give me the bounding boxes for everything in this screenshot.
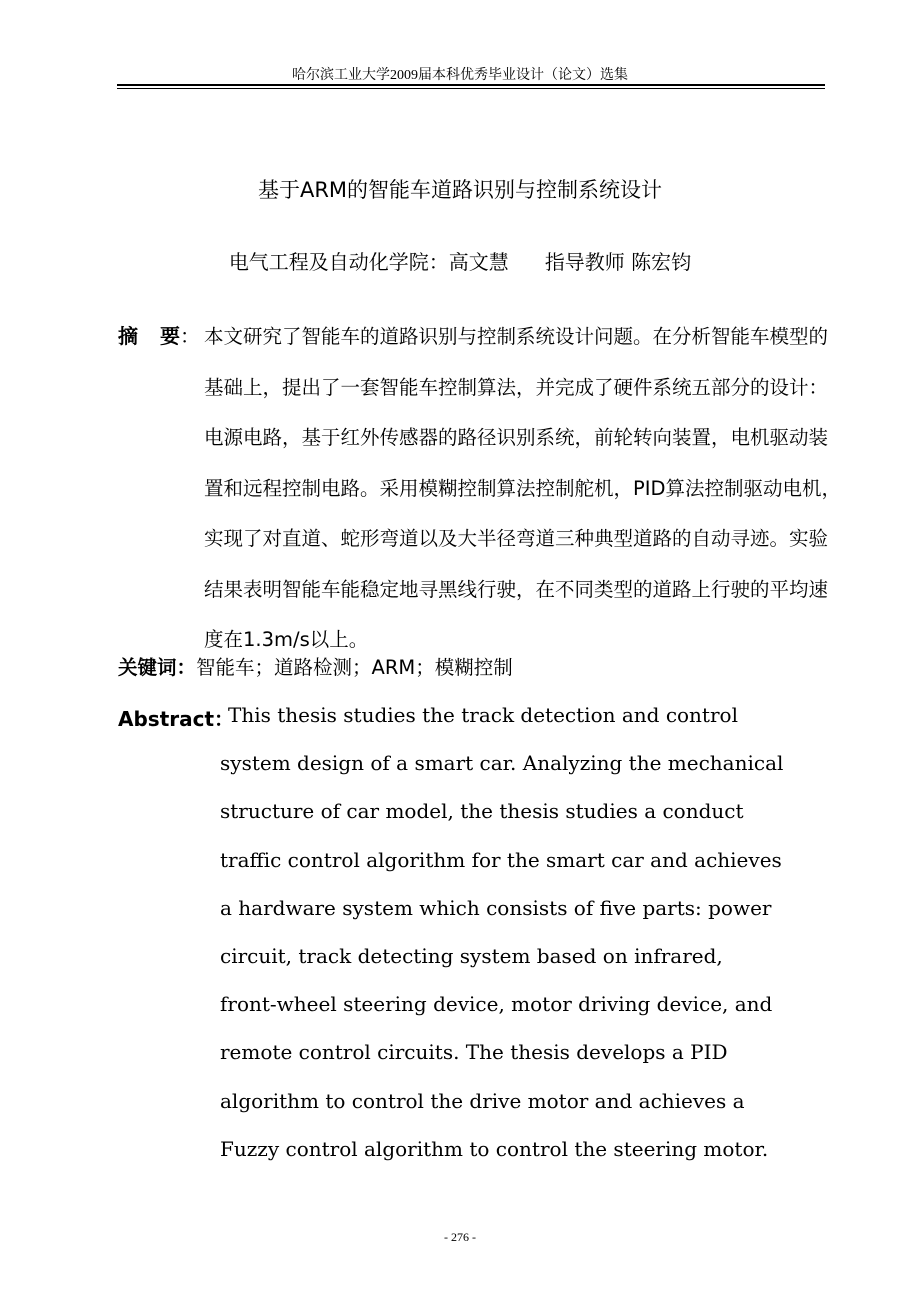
abstract-en-line: algorithm to control the drive motor and achieves a	[220, 1088, 745, 1113]
keywords-row	[118, 652, 513, 680]
abstract-en-line: a hardware system which consists of five parts: power	[220, 895, 772, 920]
abstract-en-line: system design of a smart car. Analyzing the mechanical	[220, 751, 784, 776]
abstract-en-line: circuit, track detecting system based on infrared,	[220, 944, 723, 969]
author-line	[0, 246, 920, 275]
abstract-en-text	[220, 691, 848, 1173]
college-author: 电气工程及自动化学院：高文慧	[228, 250, 509, 274]
abstract-en-label: Abstract：	[118, 707, 235, 731]
abstract-cn-label: 摘 要：	[118, 324, 200, 348]
page-number: - 276 -	[444, 1230, 476, 1244]
abstract-en-line: traffic control algorithm for the smart car and achieves	[220, 847, 782, 872]
abstract-en-line: front-wheel steering device, motor driving device, and	[220, 992, 773, 1017]
keywords-label: 关键词：	[118, 656, 197, 679]
paper-title: 基于ARM的智能车道路识别与控制系统设计	[257, 178, 663, 202]
abstract-en-line: Fuzzy control algorithm to control the steering motor.	[220, 1136, 769, 1161]
keywords-text: 智能车；道路检测；ARM；模糊控制	[196, 656, 513, 679]
advisor: 指导教师 陈宏钧	[544, 250, 692, 274]
header-rule-thin	[117, 88, 825, 89]
abstract-en-line: remote control circuits. The thesis develops a PID	[220, 1040, 728, 1065]
abstract-en-line: structure of car model, the thesis studies a conduct	[220, 799, 744, 824]
abstract-cn-text: 本文研究了智能车的道路识别与控制系统设计问题。在分析智能车模型的基础上，提出了一套智能车控制算法，并完成了硬件系统五部分的设计：电源电路，基于红外传感器的路径识别系统，前轮转向装置，电机驱动装置和远程控制电路。采用模糊控制算法控制舵机，PID算法控制驱动电机，实现了对直道、蛇形弯道以及大半径弯道三种典型道路的自动寻迹。实验结果表明智能车能稳定地寻黑线行驶，在不同类型的道路上行驶的平均速度在1.3m/s以上。	[204, 325, 842, 651]
header-rule-thick	[117, 84, 825, 86]
running-header: 哈尔滨工业大学2009届本科优秀毕业设计（论文）选集	[292, 68, 628, 83]
abstract-en-line: This thesis studies the track detection and control	[228, 703, 738, 727]
